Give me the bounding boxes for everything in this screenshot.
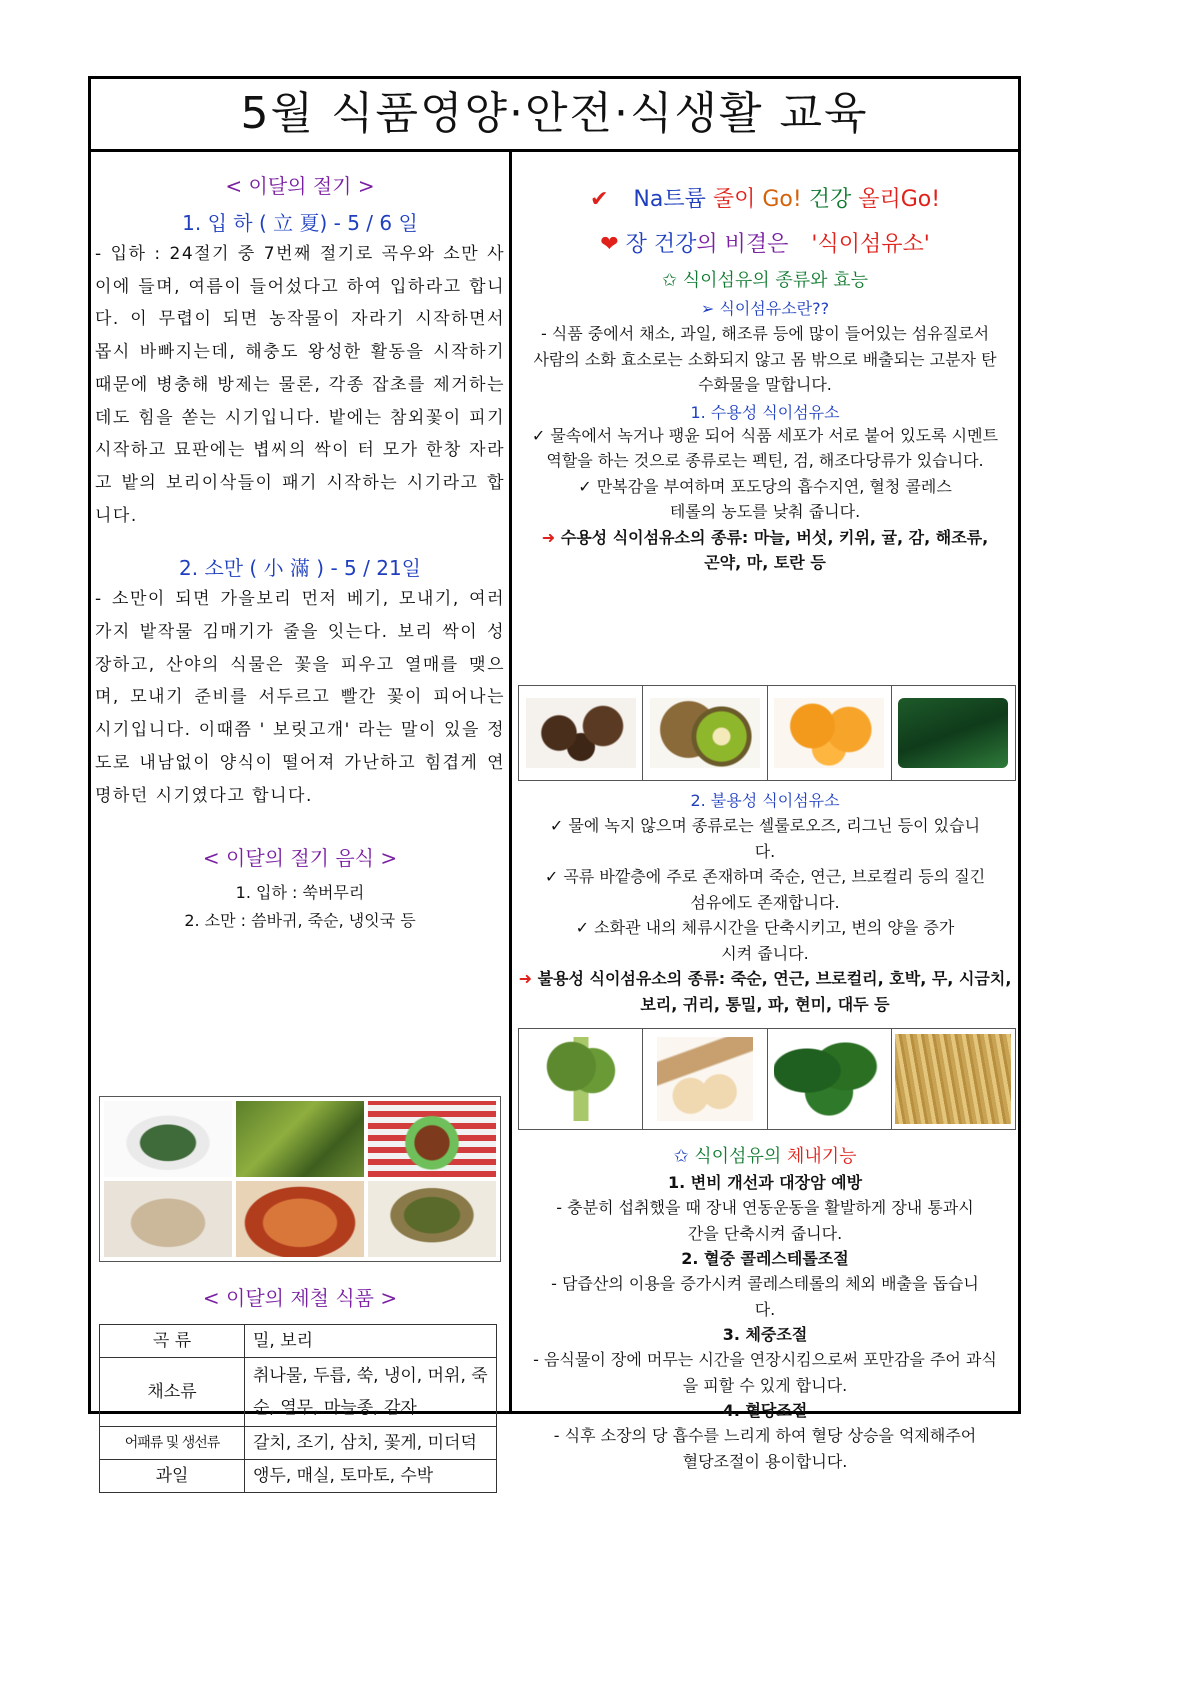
barley-photo <box>892 1029 1015 1129</box>
soluble-food-photos <box>518 685 1016 781</box>
kiwi-photo <box>643 686 767 780</box>
what-body: - 식품 중에서 채소, 과일, 해조류 등에 많이 들어있는 섬유질로서 사람의 소화 효소로는 소화되지 않고 몸 밖으로 배출되는 고분자 탄수화물을 말합니다. <box>533 324 997 394</box>
function-heading-row <box>512 1142 1018 1168</box>
soluble-types <box>512 525 1018 576</box>
kimchi-photo <box>236 1181 364 1257</box>
page-title: 5월 식품영양·안전·식생활 교육 <box>91 79 1018 152</box>
ipha-heading: 1. 입 하 ( 立 夏) - 5 / 6 일 <box>182 211 418 235</box>
slogan-part-3: Go! <box>762 187 802 212</box>
soluble-bullet-2 <box>512 474 1018 525</box>
slogan-part-1: Na트륨 <box>633 187 706 212</box>
row-value-vegetable: 취나물, 두릅, 쑥, 냉이, 머위, 죽순, 열무, 마늘종, 감자 <box>245 1358 497 1427</box>
check-icon: ✓ <box>544 867 564 886</box>
row-value-grain: 밀, 보리 <box>245 1325 497 1358</box>
soluble-bullet-2-text: 만복감을 부여하며 포도당의 흡수지연, 혈청 콜레스테롤의 농도를 낮춰 줍니다. <box>596 476 952 521</box>
row-label-fruit: 과일 <box>100 1460 245 1493</box>
seasonal-produce-heading: < 이달의 제철 식품 > <box>202 1286 398 1310</box>
tangerine-photo <box>768 686 892 780</box>
slogan-part-4: 건강 <box>808 187 852 212</box>
seasonal-food-heading: < 이달의 절기 음식 > <box>202 846 398 871</box>
soman-heading: 2. 소만 ( 小 滿 ) - 5 / 21일 <box>179 556 421 581</box>
row-label-seafood: 어패류 및 생선류 <box>100 1427 245 1460</box>
soluble-bullet-1 <box>512 423 1018 474</box>
function-2-body: - 담즙산의 이용을 증가시켜 콜레스테롤의 체외 배출을 돕습니다. <box>551 1274 979 1319</box>
function-1-heading: 1. 변비 개선과 대장암 예방 <box>667 1173 863 1192</box>
insoluble-food-photos <box>518 1028 1016 1130</box>
row-label-vegetable: 채소류 <box>100 1358 245 1427</box>
function-3-body: - 음식물이 장에 머무는 시간을 연장시킴으로써 포만감을 주어 과식을 피할 수 있게 합니다. <box>533 1350 997 1395</box>
types-heading-row <box>512 266 1018 292</box>
star-icon: ✩ <box>661 270 678 291</box>
key-message <box>512 227 1018 258</box>
ipha-body: - 입하 : 24절기 중 7번째 절기로 곡우와 소만 사이에 들며, 여름이 들어섰다고 하여 입하라고 합니다. 이 무렵이 되면 농작물이 자라기 시작하면서 몹시 바빠지는데, 해충도 왕성한 활동을 시작하기 때문에 병충해 방제는 물론, 각종 잡초를 제거하는 데도 힘을 쏟는 시기입니다. 밭에는 참외꽃이 피기 시작하고 묘판에는 볍씨의 싹이 터 모가 한창 자라고 밭의 보리이삭들이 패기 시작하는 시기라고 합니다. <box>95 244 505 526</box>
slogan <box>512 182 1018 213</box>
insoluble-heading: 2. 불용성 식이섬유소 <box>690 791 840 810</box>
check-icon: ✓ <box>578 476 597 496</box>
check-icon: ✓ <box>549 816 569 835</box>
season-heading: < 이달의 절기 > <box>225 174 375 198</box>
left-column <box>91 152 509 1486</box>
insoluble-bullet-1 <box>512 813 1018 864</box>
row-label-grain: 곡 류 <box>100 1325 245 1358</box>
soluble-bullet-1-text: 물속에서 녹거나 팽윤 되어 식품 세포가 서로 붙어 있도록 시멘트 역할을 하는 것으로 종류로는 펙틴, 검, 해조다당류가 있습니다. <box>546 425 999 470</box>
mushroom-photo <box>519 686 643 780</box>
star-icon: ✩ <box>673 1146 689 1167</box>
soluble-heading: 1. 수용성 식이섬유소 <box>690 402 840 422</box>
slogan-part-5: 올리Go! <box>858 187 941 212</box>
insoluble-bullet-1-text: 물에 녹지 않으며 종류로는 셀룰로오즈, 리그닌 등이 있습니다. <box>568 816 981 861</box>
lotus-root-photo <box>643 1029 767 1129</box>
table-row <box>100 1460 497 1493</box>
seasonal-food-line-1: 1. 입하 : 쑥버무리 <box>235 883 365 903</box>
check-icon: ✓ <box>531 425 551 445</box>
insoluble-bullet-2-text: 곡류 바깥층에 주로 존재하며 죽순, 연근, 브로컬리 등의 질긴 섬유에도 존재합니다. <box>563 867 986 912</box>
row-value-fruit: 앵두, 매실, 토마토, 수박 <box>245 1460 497 1493</box>
checkmark-icon: ✔ <box>589 187 609 212</box>
arrow-icon: ➢ <box>700 299 715 318</box>
table-row <box>100 1427 497 1460</box>
insoluble-bullet-3 <box>512 915 1018 966</box>
arrow-right-icon: ➜ <box>518 969 538 988</box>
heart-icon: ❤ <box>600 232 619 257</box>
function-1-body: - 충분히 섭취했을 때 장내 연동운동을 활발하게 장내 통과시간을 단축시켜 줍니다. <box>556 1198 974 1243</box>
function-2-heading: 2. 혈중 콜레스테롤조절 <box>681 1249 849 1268</box>
ssuk-photo <box>104 1101 232 1177</box>
arrow-right-icon: ➜ <box>541 527 561 547</box>
spinach-photo <box>768 1029 892 1129</box>
key-part-2: 의 비결은 <box>696 232 789 257</box>
soluble-types-text: 수용성 식이섬유소의 종류: 마늘, 버섯, 키위, 귤, 감, 해조류, 곤약, 마, 토란 등 <box>560 527 989 572</box>
function-4-heading: 4. 혈당조절 <box>722 1401 808 1420</box>
function-heading-b: 체내기능 <box>786 1146 857 1167</box>
what-heading-row <box>512 296 1018 319</box>
function-3-heading: 3. 체중조절 <box>722 1325 808 1344</box>
function-section <box>512 1142 1018 1474</box>
check-icon: ✓ <box>575 918 595 937</box>
insoluble-bullet-2 <box>512 864 1018 915</box>
heart-dish-photo <box>368 1101 496 1177</box>
seasonal-produce-table <box>99 1324 497 1493</box>
function-4-body: - 식후 소장의 당 흡수를 느리게 하여 혈당 상승을 억제해주어 혈당조절이 용이합니다. <box>553 1426 977 1471</box>
herb-field-photo <box>236 1101 364 1177</box>
insoluble-section <box>512 788 1018 1017</box>
insoluble-types <box>512 966 1018 1017</box>
key-part-3: '식이섬유소' <box>811 232 930 257</box>
seaweed-photo <box>892 686 1015 780</box>
seasonal-food-photos <box>99 1096 501 1262</box>
table-row <box>100 1358 497 1427</box>
key-part-1: 장 건강 <box>625 232 697 257</box>
what-heading: 식이섬유소란?? <box>719 299 830 318</box>
soman-body: - 소만이 되면 가을보리 먼저 베기, 모내기, 여러 가지 밭작물 김매기가 줄을 잇는다. 보리 싹이 성장하고, 산야의 식물은 꽃을 피우고 열매를 맺으며, 모내기 준비를 서두르고 빨간 꽃이 피어나는 시기입니다. 이때쯤 ' 보릿고개' 라는 말이 있을 정도로 내남없이 양식이 떨어져 가난하고 힘겹게 연명하던 시기였다고 합니다. <box>95 589 505 806</box>
types-heading: 식이섬유의 종류와 효능 <box>682 270 869 291</box>
broccoli-photo <box>519 1029 643 1129</box>
insoluble-types-text: 불용성 식이섬유소의 종류: 죽순, 연근, 브로컬리, 호박, 무, 시금치, 보리, 귀리, 통밀, 파, 현미, 대두 등 <box>537 969 1012 1014</box>
row-value-seafood: 갈치, 조기, 삼치, 꽃게, 미더덕 <box>245 1427 497 1460</box>
soup-photo <box>368 1181 496 1257</box>
insoluble-bullet-3-text: 소화관 내의 체류시간을 단축시키고, 변의 양을 증가시켜 줍니다. <box>594 918 955 963</box>
right-column <box>512 152 1018 1471</box>
seasonal-food-line-2: 2. 소만 : 씀바귀, 죽순, 냉잇국 등 <box>184 911 416 931</box>
table-row <box>100 1325 497 1358</box>
noodle-dish-photo <box>104 1181 232 1257</box>
slogan-part-2: 줄이 <box>712 187 756 212</box>
newsletter-frame <box>88 76 1021 1486</box>
function-heading-a: 식이섬유의 <box>694 1146 782 1167</box>
